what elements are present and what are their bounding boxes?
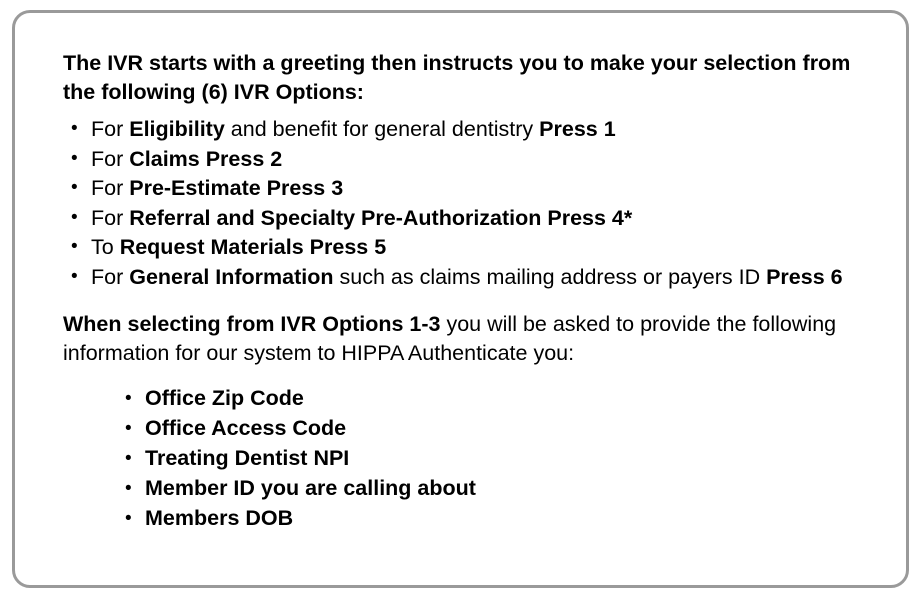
list-item: • Members DOB [119, 504, 876, 533]
option-prefix: To [91, 235, 120, 259]
option-prefix: For [91, 264, 130, 289]
hippa-paragraph [63, 310, 853, 368]
card-content [63, 49, 876, 534]
option-bold-2: Press 6 [766, 264, 843, 289]
option-bold-1: Claims Press 2 [129, 146, 283, 171]
list-item: • Office Zip Code [119, 384, 876, 413]
option-bold-1: Request Materials Press 5 [119, 235, 387, 259]
list-item [63, 233, 876, 262]
info-card [12, 10, 909, 588]
hippa-rest-line-1: you will be asked to provide the [440, 312, 747, 336]
option-prefix: For [91, 205, 130, 230]
option-prefix: For [91, 146, 130, 171]
intro-paragraph [63, 49, 868, 107]
list-item [63, 145, 876, 174]
hippa-line-2: following information for our system to HIPPA Authenticate you: [63, 312, 837, 365]
list-item: • Treating Dentist NPI [119, 444, 876, 473]
option-prefix: For [91, 176, 130, 200]
section-spacer [63, 292, 876, 310]
list-item [63, 115, 876, 144]
option-bold-1: Eligibility [129, 117, 225, 141]
option-bold-2: Press 1 [539, 117, 616, 141]
hippa-bold-lead: When selecting from IVR Options 1-3 [63, 312, 441, 336]
list-item: • Member ID you are calling about [119, 474, 876, 503]
intro-line-2: from the following (6) IVR Options: [63, 51, 851, 104]
option-middle: such as claims mailing address or payers ID [333, 264, 767, 289]
ivr-options-list [63, 115, 876, 291]
option-bold-1: Referral and Specialty Pre-Authorization Press 4* [129, 205, 633, 230]
required-info-list [63, 384, 876, 533]
option-bold-1: General Information [129, 264, 334, 289]
option-middle: and benefit for general dentistry [224, 117, 540, 141]
intro-line-1: The IVR starts with a greeting then instructs you to make your selection [63, 51, 797, 75]
list-item [63, 204, 876, 233]
option-bold-1: Pre-Estimate Press 3 [129, 176, 344, 200]
list-item [63, 263, 876, 292]
option-prefix: For [91, 117, 130, 141]
list-item: • Office Access Code [119, 414, 876, 443]
list-item [63, 174, 876, 203]
